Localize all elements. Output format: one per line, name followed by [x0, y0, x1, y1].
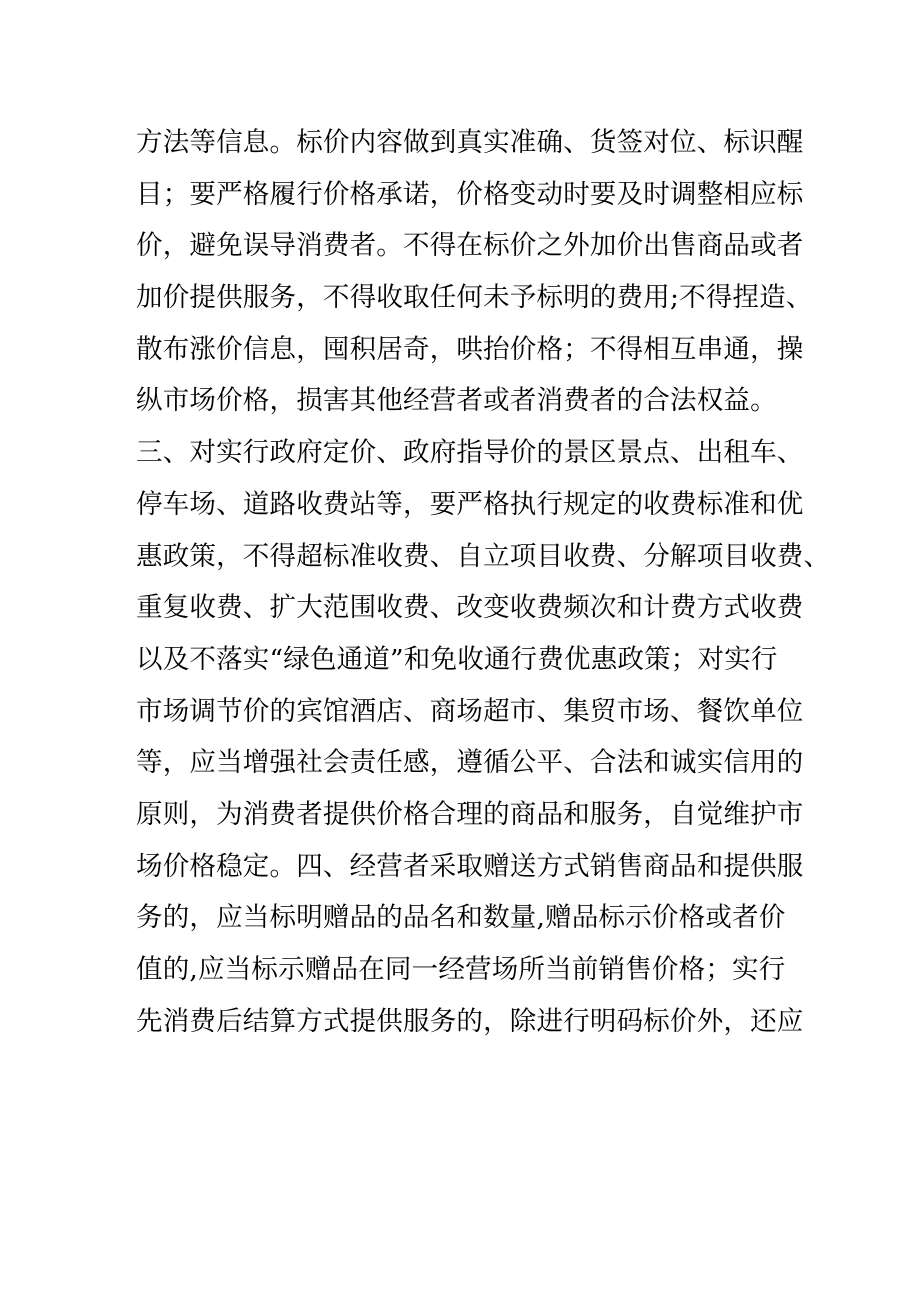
- text-line: 方法等信息。标价内容做到真实准确、货签对位、标识醒: [136, 127, 804, 158]
- text-line: 以及不落实“绿色通道”和免收通行费优惠政策；对实行: [136, 643, 778, 675]
- text-line: 散布涨价信息，囤积居奇，哄抬价格；不得相互串通，操: [136, 333, 804, 365]
- text-line: 加价提供服务，不得收取任何未予标明的费用;不得捏造、: [136, 282, 813, 314]
- text-line: 原则，为消费者提供价格合理的商品和服务，自觉维护市: [136, 798, 804, 830]
- text-line: 三、对实行政府定价、政府指导价的景区景点、出租车、: [136, 437, 804, 469]
- text-line: 停车场、道路收费站等，要严格执行规定的收费标准和优: [136, 488, 804, 520]
- text-line: 值的,应当标示赠品在同一经营场所当前销售价格；实行: [136, 954, 786, 985]
- text-line: 务的，应当标明赠品的品名和数量,赠品标示价格或者价: [136, 902, 786, 934]
- text-line: 场价格稳定。四、经营者采取赠送方式销售商品和提供服: [136, 850, 804, 882]
- text-line: 目；要严格履行价格承诺，价格变动时要及时调整相应标: [136, 178, 804, 210]
- text-line: 惠政策，不得超标准收费、自立项目收费、分解项目收费、: [136, 540, 831, 572]
- body-text: [136, 117, 831, 1047]
- text-line: 重复收费、扩大范围收费、改变收费频次和计费方式收费: [136, 592, 804, 624]
- text-line: 市场调节价的宾馆酒店、商场超市、集贸市场、餐饮单位: [136, 695, 804, 727]
- text-line: 纵市场价格，损害其他经营者或者消费者的合法权益。: [136, 385, 777, 417]
- text-line: 先消费后结算方式提供服务的，除进行明码标价外，还应: [136, 1005, 804, 1037]
- text-line: 价，避免误导消费者。不得在标价之外加价出售商品或者: [136, 230, 804, 262]
- text-line: 等，应当增强社会责任感，遵循公平、合法和诚实信用的: [136, 747, 804, 779]
